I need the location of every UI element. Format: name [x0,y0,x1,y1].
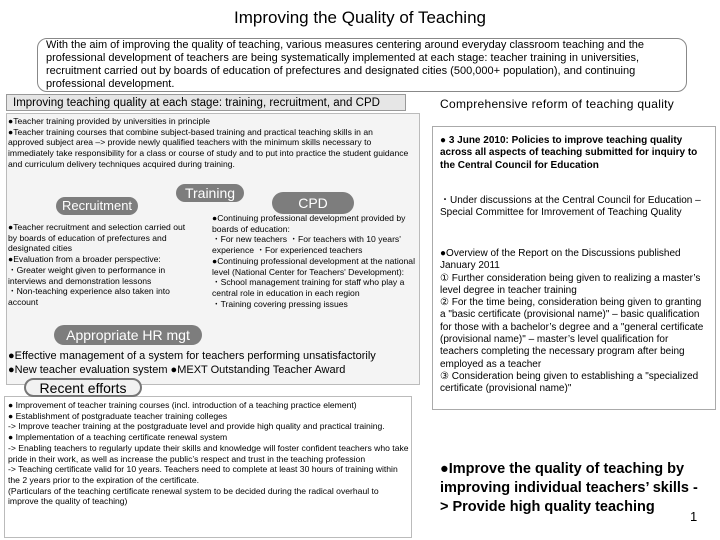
stage-heading: Improving teaching quality at each stage: training, recruitment, and CPD [6,94,406,111]
reform-discussion-text: ・Under discussions at the Central Council for Education – Special Committee for Imrovement of Teaching Quality [440,195,701,219]
training-text: ●Teacher training provided by universities in principle ●Teacher training courses that combine subject-based training and practical teaching skills in an approved subject area –> provide newly qualified teachers with the minimum skills necessary to immediately take responsibility for a class or course of study and to put into practice the student guidance and curriculum delivery techniques acquired during training. [8,116,409,169]
cpd-text: ●Continuing professional development provided by boards of education: ・For new teachers ・For teachers with 10 years' experience ・For experienced teachers ●Continuing professional development at the national level (National Center for Teachers' Development): ・School management training for staff who play a central role in education in each region ・Training covering pressing issues [212,213,415,309]
recruitment-label: Recruitment [56,197,138,215]
page-title: Improving the Quality of Teaching [234,8,486,27]
bottom-statement: ●Improve the quality of teaching by improving individual teachers’ skills -> Provide high quality teaching [440,461,698,515]
intro-box: With the aim of improving the quality of teaching, various measures centering around everyday classroom teaching and the professional development of teachers are being systematically implemented at each stage: teacher training in universities, recruitment carried out by boards of education of prefectures and designated cities (500,000+ population), and continuing professional development. [37,38,687,92]
hr-text: ●Effective management of a system for teachers performing unsatisfactorily ●New teacher evaluation system ●MEXT Outstanding Teacher Award [8,350,376,376]
training-label: Training [176,184,244,202]
cpd-label: CPD [272,192,354,214]
hr-management-label: Appropriate HR mgt [54,325,202,345]
reform-overview-text: ●Overview of the Report on the Discussions published January 2011 ① Further consideration being given to realizing a master’s level degree in teacher training ② For the time being, consideration being given to granting a "basic certificate (provisional name)" – basic qualification for those with a bachelor’s degree and a "general certificate (provisional name)" – master’s level qualification for teachers completing the necessary program after being employed as a teacher ③ Consideration being given to establishing a "specialized certificate (provisional name)" [440,248,704,395]
page-number: 1 [690,509,698,524]
recent-efforts-text: ● Improvement of teacher training courses (incl. introduction of a teaching practice element) ● Establishment of postgraduate teacher training colleges -> Improve teacher training at the postgraduate level and provide high quality and practical training. ● Implementation of a teaching certificate renewal system -> Enabling teachers to regularly update their skills and knowledge will foster confident teachers who take pride in their work, as well as increase the public’s respect and trust in the teaching profession -> Teaching certificate valid for 10 years. Teachers need to complete at least 30 hours of training within the 2 years prior to the expiration of the certificate. (Particulars of the teaching certificate renewal system to be decided during the radical overhaul to improve the quality of teaching) [8,400,409,507]
reform-inquiry-text: ● 3 June 2010: Policies to improve teaching quality across all aspects of teaching submitted for inquiry to the Central Council for Education [440,135,698,171]
reform-heading: Comprehensive reform of teaching quality [440,97,675,111]
recruitment-text: ●Teacher recruitment and selection carried out by boards of education of prefectures and designated cities ●Evaluation from a broader perspective: ・Greater weight given to performance in interviews and demonstration lessons ・Non-teaching experience also taken into account [8,222,186,307]
recent-efforts-box [4,396,412,538]
recent-efforts-heading: Recent efforts [24,378,142,397]
